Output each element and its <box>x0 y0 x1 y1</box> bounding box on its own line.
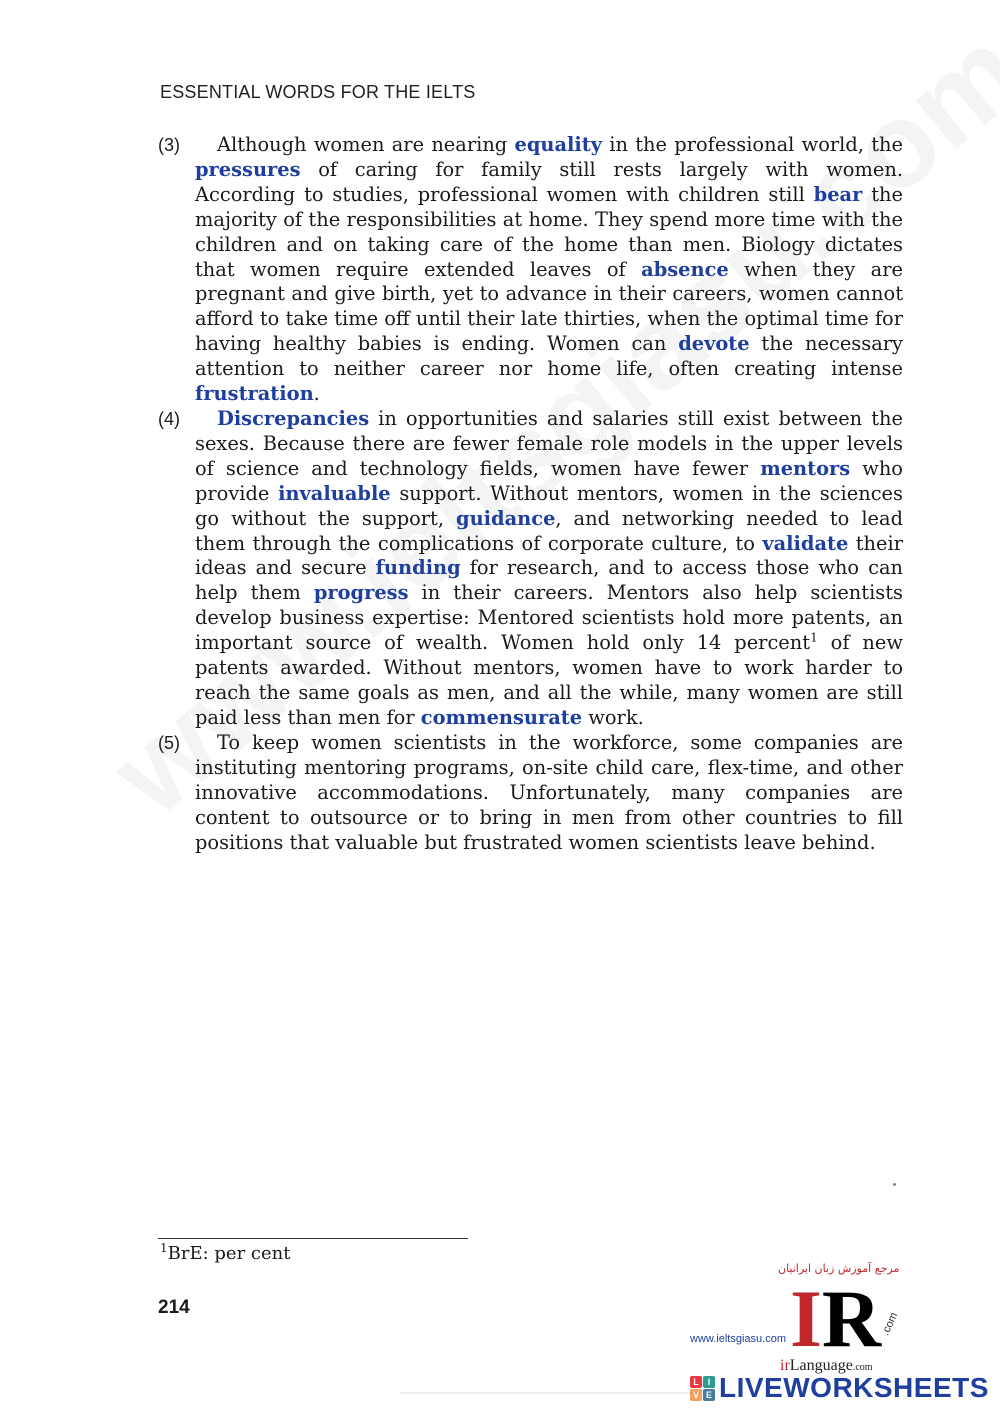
paragraph-number: (4) <box>158 409 180 429</box>
brand-letter: V <box>690 1389 702 1401</box>
liveworksheets-icon <box>690 1376 715 1401</box>
speck <box>893 1183 896 1186</box>
text-run: work. <box>582 705 644 729</box>
page-header: ESSENTIAL WORDS FOR THE IELTS <box>160 82 476 102</box>
logo-persian-text: مرجع آموزش زبان ایرانیان <box>778 1262 900 1275</box>
vocab-word: Discrepancies <box>217 407 370 430</box>
footnote-text: BrE: per cent <box>167 1243 291 1264</box>
vocab-word: bear <box>813 182 863 206</box>
text-run: the majority of the responsibilities at home. They spend more time with the children and on taking care of the home than men. Biology dictates that women require extended leaves of <box>195 182 903 281</box>
vocab-word: pressures <box>195 157 301 181</box>
brand-letter: I <box>703 1376 715 1388</box>
vocab-word: guidance <box>456 506 556 530</box>
liveworksheets-text: LIVEWORKSHEETS <box>719 1372 989 1403</box>
vocab-word: mentors <box>760 456 851 480</box>
paragraph-5 <box>158 731 903 856</box>
footnote-ref: 1 <box>810 630 818 645</box>
vocab-word: funding <box>375 556 461 580</box>
text-run: when they are pregnant and give birth, yet to advance in their careers, women cannot afford to take time off until their late thirties, when the optimal time for having healthy babies is ending. Women can <box>195 257 903 356</box>
vocab-word: validate <box>762 531 849 555</box>
paragraph-text <box>195 133 903 407</box>
text-run: in opportunities and salaries still exist between the sexes. Because there are fewer female role models in the upper levels of science and technology fields, women have fewer <box>195 407 903 480</box>
vocab-word: progress <box>313 581 409 605</box>
text-run: To keep women scientists in the workforce, some companies are instituting mentoring programs, on-site child care, flex-time, and other innovative accommodations. Unfortunately, many companies are content to outsource or to bring in men from other countries to fill positions that valuable but frustrated women scientists leave behind. <box>195 731 903 854</box>
text-run: for research, and to access those who can help them <box>195 556 903 605</box>
text-run: support. Without mentors, women in the sciences go without the support, <box>195 481 903 530</box>
footnote-rule <box>158 1238 468 1239</box>
brand-letter: E <box>703 1389 715 1401</box>
paragraph-number: (5) <box>158 733 180 753</box>
logo-com: .com <box>879 1310 901 1338</box>
text-run: of caring for family still rests largely with women. According to studies, professional women with children still <box>195 157 903 206</box>
liveworksheets-brand[interactable] <box>690 1372 989 1404</box>
page-number: 214 <box>158 1297 190 1318</box>
paragraph-text <box>195 407 903 731</box>
vocab-word: equality <box>514 133 603 156</box>
paragraph-text <box>195 731 903 856</box>
site-link[interactable]: www.ieltsgiasu.com <box>690 1333 786 1345</box>
footnote-mark: 1 <box>160 1241 168 1255</box>
paragraph-number: (3) <box>158 135 180 155</box>
text-run: , and networking needed to lead them through the complications of corporate culture, to <box>195 506 903 555</box>
brand-letter: L <box>690 1376 702 1388</box>
vocab-word: devote <box>678 332 750 356</box>
paragraph-4 <box>158 407 903 731</box>
vocab-word: frustration <box>195 382 314 406</box>
text-run: Although women are nearing <box>217 133 515 156</box>
vocab-word: absence <box>641 257 729 281</box>
footnote <box>160 1243 290 1264</box>
text-run: . <box>313 382 320 406</box>
text-run: who provide <box>195 456 903 505</box>
text-run: the necessary attention to neither career nor home life, often creating intense <box>195 332 903 381</box>
scan-line <box>400 1392 700 1394</box>
text-run: in the professional world, the <box>602 133 903 156</box>
logo-ir-letters: IR <box>790 1273 882 1364</box>
vocab-word: commensurate <box>420 705 583 729</box>
text-run: their ideas and secure <box>195 531 903 580</box>
logo-name: irLanguage.com <box>780 1357 873 1374</box>
vocab-word: invaluable <box>278 481 391 505</box>
paragraph-3 <box>158 133 903 407</box>
text-run: of new patents awarded. Without mentors, women have to work harder to reach the same goals as men, and all the while, many women are still paid less than men for <box>195 631 903 729</box>
text-run: in their careers. Mentors also help scientists develop business expertise: Mentored scientists hold more patents, an important source of wealth. Women hold only 14 percent <box>195 581 903 655</box>
